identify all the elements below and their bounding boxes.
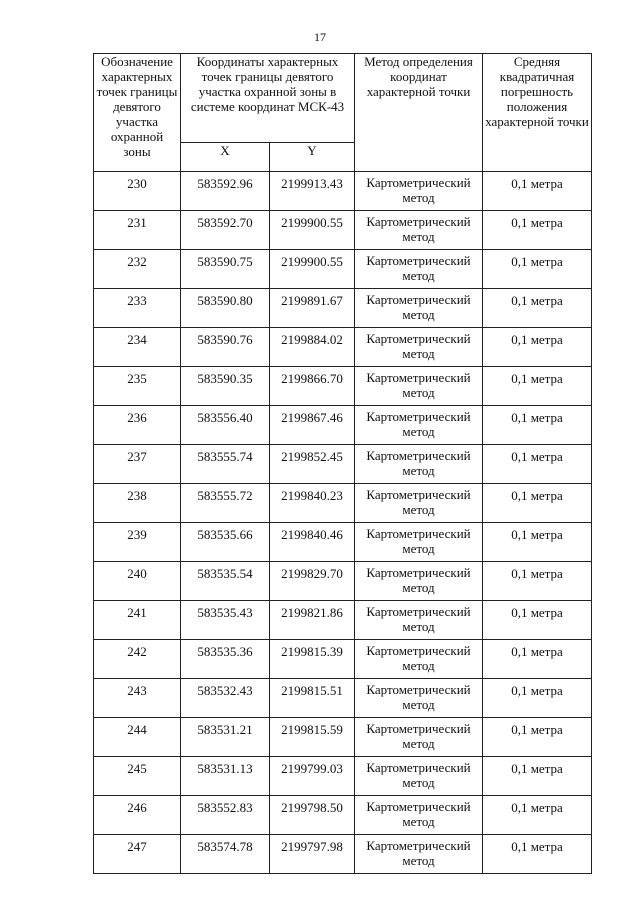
method-cell: Картометрический метод [355, 796, 483, 835]
error-cell: 0,1 метра [483, 406, 592, 445]
method-cell: Картометрический метод [355, 250, 483, 289]
x-coordinate-cell: 583535.36 [181, 640, 270, 679]
x-coordinate-cell: 583590.76 [181, 328, 270, 367]
method-cell: Картометрический метод [355, 172, 483, 211]
method-cell: Картометрический метод [355, 562, 483, 601]
table-row [94, 172, 592, 211]
method-cell: Картометрический метод [355, 640, 483, 679]
x-coordinate-cell: 583535.66 [181, 523, 270, 562]
point-cell: 245 [94, 757, 181, 796]
point-cell: 234 [94, 328, 181, 367]
y-coordinate-cell: 2199815.59 [270, 718, 355, 757]
x-coordinate-cell: 583574.78 [181, 835, 270, 874]
x-coordinate-cell: 583590.75 [181, 250, 270, 289]
point-cell: 233 [94, 289, 181, 328]
table-row [94, 211, 592, 250]
y-coordinate-cell: 2199815.51 [270, 679, 355, 718]
table-row [94, 757, 592, 796]
point-cell: 247 [94, 835, 181, 874]
error-cell: 0,1 метра [483, 250, 592, 289]
method-cell: Картометрический метод [355, 718, 483, 757]
error-cell: 0,1 метра [483, 172, 592, 211]
error-cell: 0,1 метра [483, 835, 592, 874]
header-y: Y [270, 143, 355, 172]
table-row [94, 601, 592, 640]
x-coordinate-cell: 583535.43 [181, 601, 270, 640]
y-coordinate-cell: 2199913.43 [270, 172, 355, 211]
method-cell: Картометрический метод [355, 445, 483, 484]
error-cell: 0,1 метра [483, 679, 592, 718]
y-coordinate-cell: 2199866.70 [270, 367, 355, 406]
y-coordinate-cell: 2199797.98 [270, 835, 355, 874]
error-cell: 0,1 метра [483, 523, 592, 562]
error-cell: 0,1 метра [483, 601, 592, 640]
y-coordinate-cell: 2199840.23 [270, 484, 355, 523]
page-number: 17 [314, 30, 326, 44]
x-coordinate-cell: 583556.40 [181, 406, 270, 445]
table-row [94, 640, 592, 679]
x-coordinate-cell: 583555.72 [181, 484, 270, 523]
error-cell: 0,1 метра [483, 445, 592, 484]
x-coordinate-cell: 583532.43 [181, 679, 270, 718]
table-row [94, 367, 592, 406]
y-coordinate-cell: 2199829.70 [270, 562, 355, 601]
method-cell: Картометрический метод [355, 406, 483, 445]
coordinates-table [93, 53, 592, 874]
error-cell: 0,1 метра [483, 211, 592, 250]
method-cell: Картометрический метод [355, 679, 483, 718]
table-row [94, 562, 592, 601]
error-cell: 0,1 метра [483, 289, 592, 328]
point-cell: 232 [94, 250, 181, 289]
error-cell: 0,1 метра [483, 328, 592, 367]
point-cell: 241 [94, 601, 181, 640]
x-coordinate-cell: 583555.74 [181, 445, 270, 484]
method-cell: Картометрический метод [355, 484, 483, 523]
x-coordinate-cell: 583592.70 [181, 211, 270, 250]
error-cell: 0,1 метра [483, 484, 592, 523]
table-row [94, 445, 592, 484]
y-coordinate-cell: 2199891.67 [270, 289, 355, 328]
point-cell: 230 [94, 172, 181, 211]
header-error: Средняя квадратичная погрешность положения характерной точки [483, 54, 592, 172]
y-coordinate-cell: 2199900.55 [270, 211, 355, 250]
y-coordinate-cell: 2199900.55 [270, 250, 355, 289]
error-cell: 0,1 метра [483, 796, 592, 835]
point-cell: 246 [94, 796, 181, 835]
point-cell: 231 [94, 211, 181, 250]
header-designation: Обозначение характерных точек границы девятого участка охранной зоны [94, 54, 181, 172]
header-coordinates: Координаты характерных точек границы девятого участка охранной зоны в системе координат МСК-43 [181, 54, 355, 143]
header-x: X [181, 143, 270, 172]
point-cell: 240 [94, 562, 181, 601]
table-row [94, 289, 592, 328]
table-row [94, 796, 592, 835]
x-coordinate-cell: 583531.21 [181, 718, 270, 757]
x-coordinate-cell: 583592.96 [181, 172, 270, 211]
method-cell: Картометрический метод [355, 601, 483, 640]
table-row [94, 484, 592, 523]
point-cell: 239 [94, 523, 181, 562]
y-coordinate-cell: 2199852.45 [270, 445, 355, 484]
point-cell: 244 [94, 718, 181, 757]
error-cell: 0,1 метра [483, 367, 592, 406]
error-cell: 0,1 метра [483, 757, 592, 796]
y-coordinate-cell: 2199798.50 [270, 796, 355, 835]
table-row [94, 523, 592, 562]
method-cell: Картометрический метод [355, 289, 483, 328]
x-coordinate-cell: 583590.35 [181, 367, 270, 406]
y-coordinate-cell: 2199867.46 [270, 406, 355, 445]
y-coordinate-cell: 2199799.03 [270, 757, 355, 796]
x-coordinate-cell: 583531.13 [181, 757, 270, 796]
method-cell: Картометрический метод [355, 835, 483, 874]
point-cell: 237 [94, 445, 181, 484]
table-row [94, 250, 592, 289]
method-cell: Картометрический метод [355, 211, 483, 250]
error-cell: 0,1 метра [483, 718, 592, 757]
header-method: Метод определения координат характерной точки [355, 54, 483, 172]
y-coordinate-cell: 2199884.02 [270, 328, 355, 367]
point-cell: 235 [94, 367, 181, 406]
x-coordinate-cell: 583535.54 [181, 562, 270, 601]
y-coordinate-cell: 2199821.86 [270, 601, 355, 640]
point-cell: 243 [94, 679, 181, 718]
error-cell: 0,1 метра [483, 640, 592, 679]
point-cell: 236 [94, 406, 181, 445]
table-row [94, 718, 592, 757]
method-cell: Картометрический метод [355, 367, 483, 406]
x-coordinate-cell: 583552.83 [181, 796, 270, 835]
point-cell: 242 [94, 640, 181, 679]
method-cell: Картометрический метод [355, 523, 483, 562]
table-row [94, 679, 592, 718]
y-coordinate-cell: 2199840.46 [270, 523, 355, 562]
x-coordinate-cell: 583590.80 [181, 289, 270, 328]
y-coordinate-cell: 2199815.39 [270, 640, 355, 679]
table-row [94, 406, 592, 445]
table-row [94, 835, 592, 874]
point-cell: 238 [94, 484, 181, 523]
method-cell: Картометрический метод [355, 328, 483, 367]
table-row [94, 328, 592, 367]
error-cell: 0,1 метра [483, 562, 592, 601]
method-cell: Картометрический метод [355, 757, 483, 796]
